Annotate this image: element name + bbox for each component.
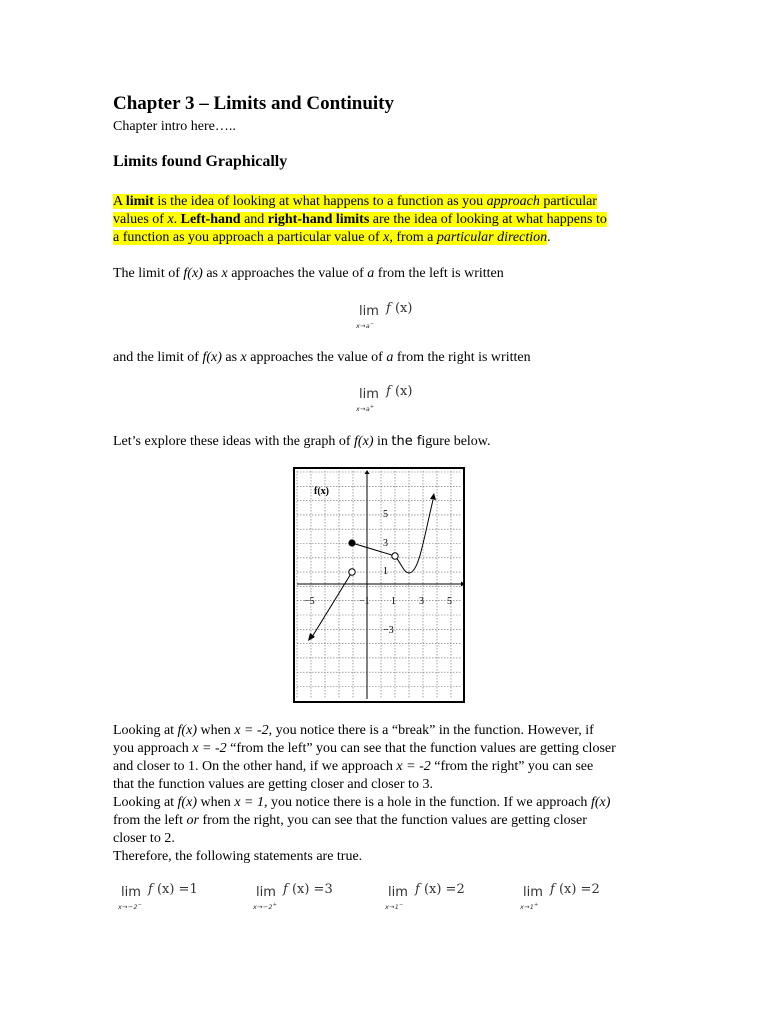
text-run: or	[186, 813, 199, 828]
text-run: f(x)	[177, 723, 197, 738]
discussion-paragraph	[113, 722, 616, 866]
text-run: a function as you approach a particular value of	[113, 230, 384, 245]
text-run: x	[383, 230, 390, 245]
text-run: f(x)	[590, 795, 611, 810]
discussion-line	[113, 740, 616, 758]
discussion-line	[113, 758, 616, 776]
text-run: x = 1	[234, 795, 264, 810]
right-limit-text	[113, 349, 531, 367]
x-tick-label: −5	[304, 596, 315, 607]
text-run: x	[167, 212, 174, 227]
text-run: f(x)	[354, 434, 374, 449]
x-tick-label: 3	[419, 596, 424, 607]
text-run: when	[196, 795, 235, 810]
definition-line-3: a function as you approach a particular value of x, from a particular direction.	[113, 230, 551, 245]
text-run: .	[173, 212, 181, 227]
text-run: as	[202, 266, 222, 281]
text-run: , you notice there is a hole in the function. If we approach	[263, 795, 591, 810]
lim-subscript: x→−2+	[253, 902, 278, 911]
definition-line-1	[113, 193, 607, 211]
text-run: the f	[391, 434, 422, 449]
text-run: as	[221, 350, 241, 365]
text-run: x = -2	[396, 759, 431, 774]
text-run: particular	[539, 194, 597, 209]
text-run: and	[240, 212, 268, 227]
text-run: particular direction	[436, 230, 548, 245]
text-run: f(x)	[202, 350, 222, 365]
lim-subscript: x→a+	[356, 404, 375, 413]
text-run: a	[367, 266, 375, 281]
y-axis-label: f(x)	[314, 486, 329, 497]
text-run: from the left	[113, 813, 187, 828]
text-run: x = -2	[192, 741, 227, 756]
text-run: A	[113, 194, 126, 209]
y-tick-label: 1	[383, 566, 388, 577]
text-run: Looking at	[113, 723, 178, 738]
chapter-title: Chapter 3 – Limits and Continuity	[113, 93, 395, 114]
hole-point	[392, 553, 398, 559]
text-run: Looking at	[113, 795, 178, 810]
text-run: in	[373, 434, 392, 449]
text-run: right-hand limits	[267, 212, 370, 227]
text-run: a	[386, 350, 394, 365]
y-tick-label: 3	[383, 538, 388, 549]
lim-expression: f (x) =2	[550, 882, 600, 897]
lim-expression: f (x) =1	[148, 882, 198, 897]
discussion-line	[113, 848, 616, 866]
left-limit-text	[113, 265, 504, 283]
text-run: The limit of	[113, 266, 184, 281]
text-run: x	[221, 266, 228, 281]
x-tick-label: −1	[359, 596, 370, 607]
text-run: x = -2	[234, 723, 269, 738]
lim-word: lim	[359, 304, 379, 319]
text-run: f(x)	[183, 266, 203, 281]
lim-subscript: x→−2−	[118, 902, 143, 911]
text-run: from the right is written	[393, 350, 531, 365]
open-circle-point	[349, 569, 355, 575]
text-run: “from the left” you can see that the function values are getting closer	[226, 741, 616, 756]
text-run: is the idea of looking at what happens to a function as you	[153, 194, 487, 209]
text-run: you approach	[113, 741, 193, 756]
section-heading: Limits found Graphically	[113, 153, 288, 170]
text-run: “from the right” you can see	[430, 759, 594, 774]
text-run: limit	[125, 194, 154, 209]
lim-word: lim	[388, 885, 408, 900]
text-run: Let’s explore these ideas with the graph of	[113, 434, 355, 449]
text-run: approaches the value of	[227, 266, 368, 281]
text-run: and the limit of	[113, 350, 203, 365]
text-run: that the function values are getting closer and closer to 3.	[113, 777, 433, 792]
function-graph	[293, 467, 465, 703]
text-run: values of	[113, 212, 168, 227]
lim-word: lim	[256, 885, 276, 900]
text-run: Left-hand	[180, 212, 241, 227]
text-run: f(x)	[177, 795, 197, 810]
lim-subscript: x→a−	[356, 321, 375, 330]
text-run: and closer to 1. On the other hand, if we approach	[113, 759, 397, 774]
text-run: igure below.	[421, 434, 491, 449]
x-tick-label: 1	[391, 596, 396, 607]
text-run: approach	[486, 194, 540, 209]
lim-subscript: x→1−	[385, 902, 404, 911]
text-run: from the left is written	[374, 266, 504, 281]
discussion-line	[113, 812, 616, 830]
definition-line-2	[113, 211, 607, 229]
discussion-line	[113, 830, 616, 848]
lim-word: lim	[523, 885, 543, 900]
chapter-intro: Chapter intro here…..	[113, 119, 236, 134]
x-tick-label: 5	[447, 596, 452, 607]
discussion-line	[113, 794, 616, 812]
discussion-line	[113, 776, 616, 794]
definition-paragraph	[113, 193, 607, 247]
text-run: Therefore, the following statements are true.	[113, 849, 363, 864]
text-run: x	[240, 350, 247, 365]
explore-text	[113, 433, 491, 451]
lim-expression: f (x) =2	[415, 882, 465, 897]
graph-border	[294, 468, 464, 702]
closed-circle-point	[348, 539, 355, 546]
lim-word: lim	[359, 387, 379, 402]
y-tick-label: −3	[383, 625, 394, 636]
text-run: from the right, you can see that the function values are getting closer	[198, 813, 587, 828]
text-run: , from a	[389, 230, 437, 245]
discussion-line	[113, 722, 616, 740]
lim-expression: f (x)	[386, 384, 413, 399]
lim-expression: f (x)	[386, 301, 413, 316]
text-run: are the idea of looking at what happens to	[369, 212, 607, 227]
text-run: approaches the value of	[246, 350, 387, 365]
text-run: when	[196, 723, 235, 738]
text-run: , you notice there is a “break” in the function. However, if	[268, 723, 594, 738]
lim-expression: f (x) =3	[283, 882, 333, 897]
text-run: closer to 2.	[113, 831, 175, 846]
lim-subscript: x→1+	[520, 902, 539, 911]
lim-word: lim	[121, 885, 141, 900]
y-tick-label: 5	[383, 509, 388, 520]
